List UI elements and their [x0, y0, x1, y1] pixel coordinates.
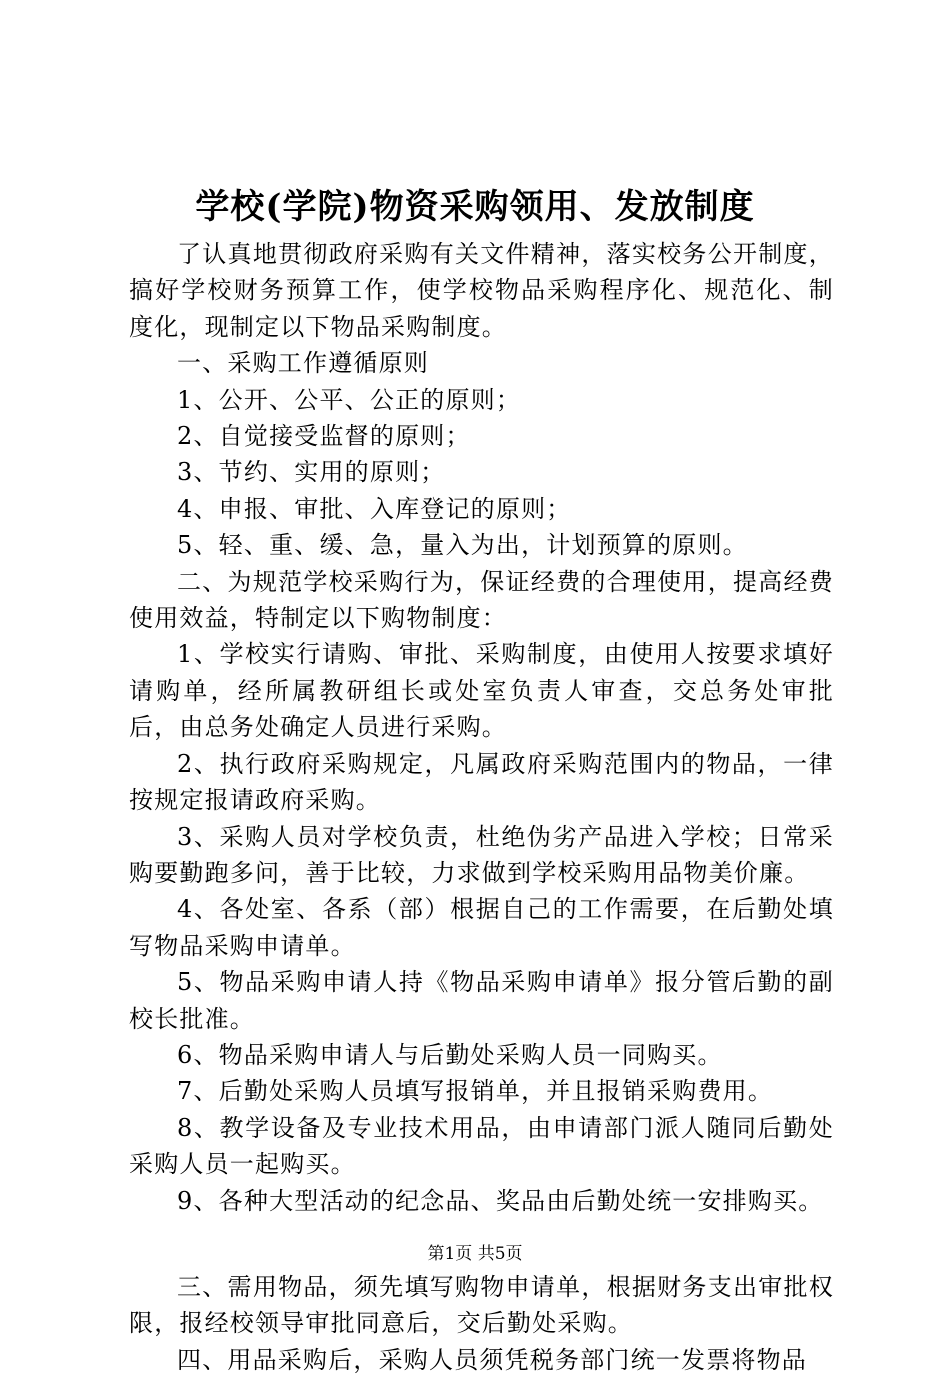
rule-item: 1、学校实行请购、审批、采购制度，由使用人按要求填好请购单，经所属教研组长或处室负责人审查，交总务处审批后，由总务处确定人员进行采购。 [129, 640, 834, 742]
rule-item: 2、执行政府采购规定，凡属政府采购范围内的物品，一律按规定报请政府采购。 [129, 749, 834, 815]
intro-paragraph: 了认真地贯彻政府采购有关文件精神，落实校务公开制度，搞好学校财务预算工作，使学校物品采购程序化、规范化、制度化，现制定以下物品采购制度。 [129, 240, 834, 341]
document-title: 学校(学院)物资采购领用、发放制度 [195, 187, 755, 227]
principle-item: 2、自觉接受监督的原则； [177, 422, 471, 451]
rule-item: 9、各种大型活动的纪念品、奖品由后勤处统一安排购买。 [177, 1186, 824, 1215]
principle-item: 4、申报、审批、入库登记的原则； [177, 494, 572, 523]
principle-item: 3、节约、实用的原则； [177, 458, 446, 487]
principle-item: 1、公开、公平、公正的原则； [177, 385, 522, 414]
section-heading-4: 四、用品采购后，采购人员须凭税务部门统一发票将物品 [177, 1345, 807, 1374]
principle-item: 5、轻、重、缓、急，量入为出，计划预算的原则。 [177, 531, 748, 560]
section-heading-3: 三、需用物品，须先填写购物申请单，根据财务支出审批权限，报经校领导审批同意后，交后勤处采购。 [129, 1272, 834, 1338]
section-heading-1: 一、采购工作遵循原则 [177, 349, 429, 378]
rule-item: 7、后勤处采购人员填写报销单，并且报销采购费用。 [177, 1077, 774, 1106]
document-body [129, 236, 834, 1378]
page-footer: 第1页 共5页 [427, 1244, 523, 1264]
rule-item: 4、各处室、各系（部）根据自己的工作需要，在后勤处填写物品采购申请单。 [129, 895, 834, 960]
section-heading-2: 二、为规范学校采购行为，保证经费的合理使用，提高经费使用效益，特制定以下购物制度： [129, 567, 834, 633]
rule-item: 8、教学设备及专业技术用品，由申请部门派人随同后勤处采购人员一起购买。 [129, 1113, 834, 1179]
rule-item: 3、采购人员对学校负责，杜绝伪劣产品进入学校；日常采购要勤跑多问，善于比较，力求做到学校采购用品物美价廉。 [129, 822, 834, 887]
rule-item: 6、物品采购申请人与后勤处采购人员一同购买。 [177, 1040, 723, 1069]
rule-item: 5、物品采购申请人持《物品采购申请单》报分管后勤的副校长批准。 [129, 968, 834, 1033]
